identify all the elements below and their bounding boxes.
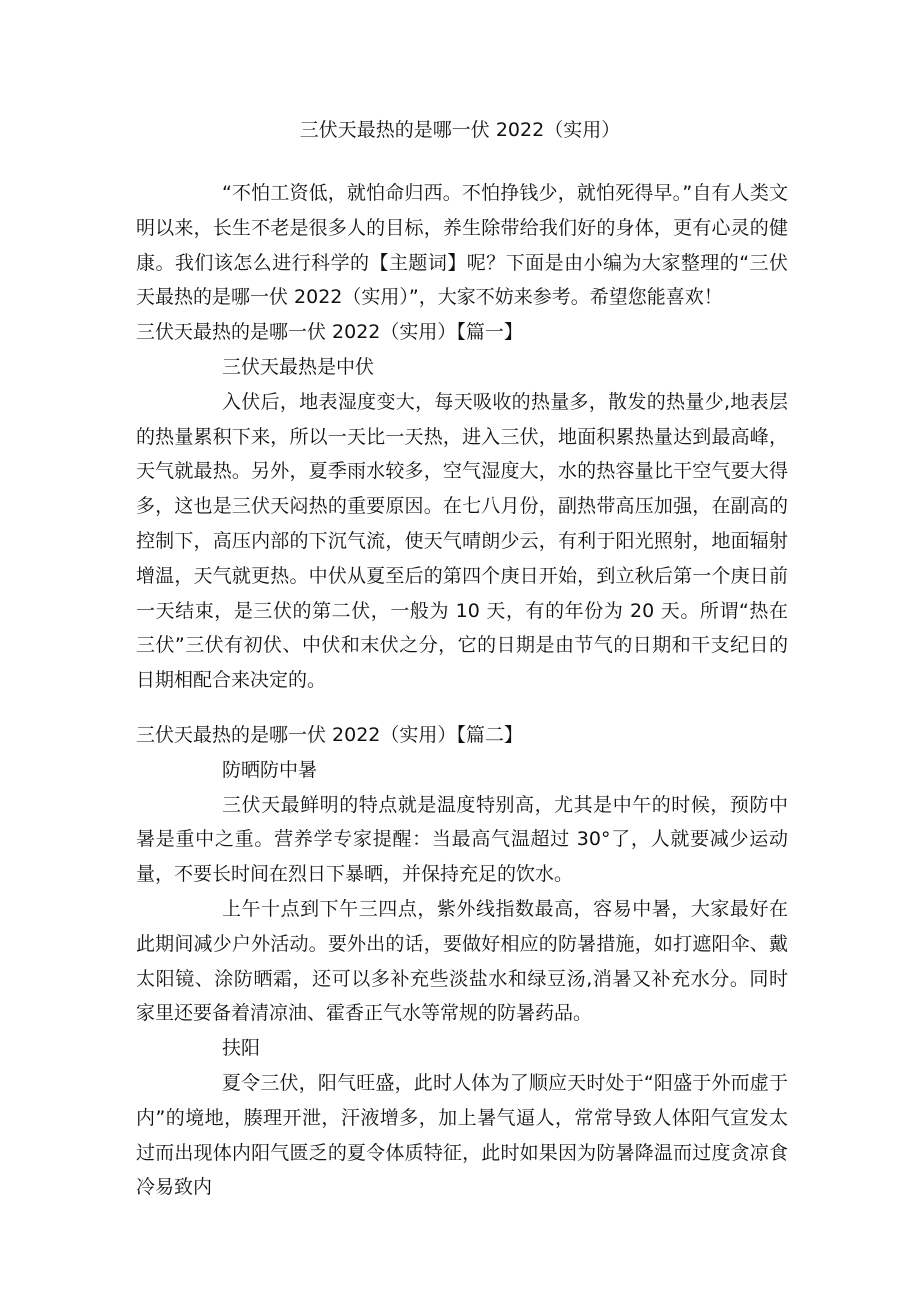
section1-subheading: 三伏天最热是中伏 [222,355,375,378]
section2-heading: 三伏天最热的是哪一伏 2022（实用）【篇二】 [136,723,523,746]
section1-paragraph: 入伏后，地表湿度变大，每天吸收的热量多，散发的热量少,地表层的热量累积下来，所以一天比一天热，进入三伏，地面积累热量达到最高峰，天气就最热。另外，夏季雨水较多，空气湿度大，水的热容量比干空气要大得多，这也是三伏天闷热的重要原因。在七八月份，副热带高压加强，在副高的控制下，高压内部的下沉气流，使天气晴朗少云，有利于阳光照射，地面辐射增温，天气就更热。中伏从夏至后的第四个庚日开始，到立秋后第一个庚日前一天结束，是三伏的第二伏，一般为 10 天，有的年份为 20 天。所谓“热在三伏”三伏有初伏、中伏和末伏之分，它的日期是由节气的日期和干支纪日的日期相配合来决定的。 [136,390,788,692]
section2-subheading: 防晒防中暑 [222,758,318,781]
section2-paragraph-1: 三伏天最鲜明的特点就是温度特别高，尤其是中午的时候，预防中暑是重中之重。营养学专家提醒：当最高气温超过 30°了，人就要减少运动量，不要长时间在烈日下暴晒，并保持充足的饮水。 [136,793,788,886]
section1-heading: 三伏天最热的是哪一伏 2022（实用）【篇一】 [136,321,523,344]
intro-paragraph: “不怕工资低，就怕命归西。不怕挣钱少，就怕死得早。”自有人类文明以来，长生不老是很多人的目标，养生除带给我们好的身体，更有心灵的健康。我们该怎么进行科学的【主题词】呢？下面是由小编为大家整理的“三伏天最热的是哪一伏 2022（实用）”，大家不妨来参考。希望您能喜欢！ [136,182,788,309]
section2-paragraph-2: 上午十点到下午三四点，紫外线指数最高，容易中暑，大家最好在此期间减少户外活动。要外出的话，要做好相应的防暑措施，如打遮阳伞、戴太阳镜、涂防晒霜，还可以多补充些淡盐水和绿豆汤,消暑又补充水分。同时家里还要备着清凉油、霍香正气水等常规的防暑药品。 [136,897,788,1025]
section2-subheading-2: 扶阳 [222,1037,261,1060]
section2-paragraph-3: 夏令三伏，阳气旺盛，此时人体为了顺应天时处于“阳盛于外而虚于内”的境地，腠理开泄，汗液增多，加上暑气逼人，常常导致人体阳气宣发太过而出现体内阳气匮乏的夏令体质特征，此时如果因为防暑降温而过度贪凉食冷易致内 [136,1071,788,1199]
section-spacer [136,698,788,718]
document-title: 三伏天最热的是哪一伏 2022（实用） [299,119,621,141]
document-body [136,176,788,1205]
